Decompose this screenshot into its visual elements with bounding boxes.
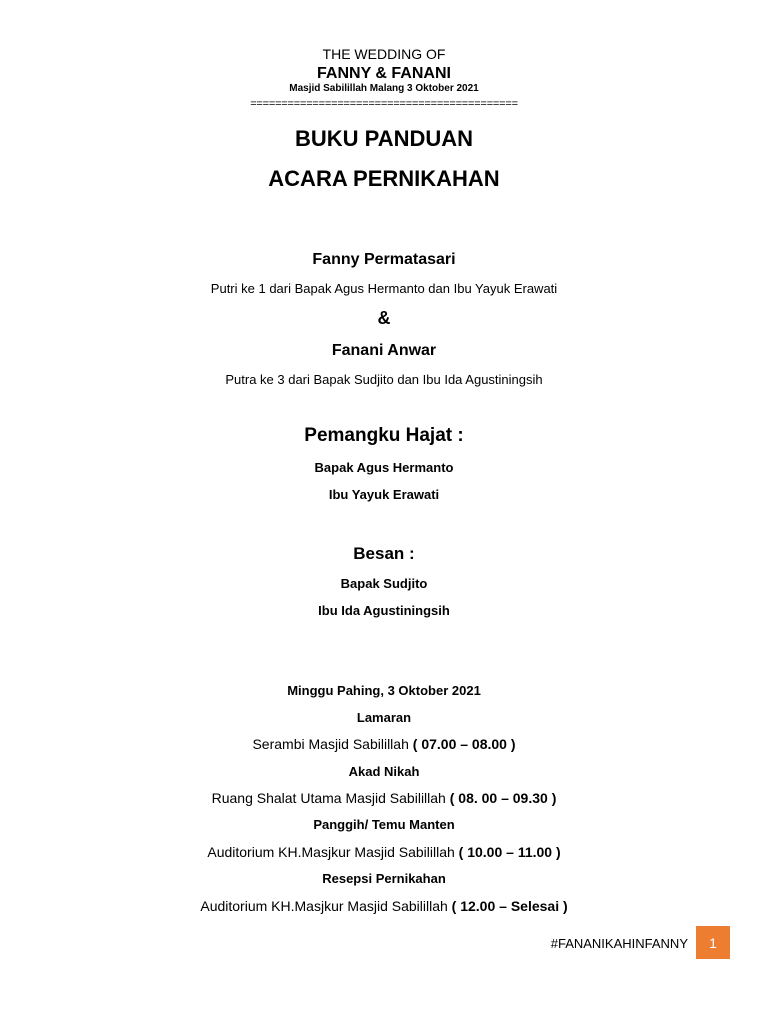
host-name-2: Ibu Yayuk Erawati	[328, 487, 440, 502]
event-time: ( 08. 00 – 09.30 )	[449, 790, 557, 806]
event-name-akad: Akad Nikah	[348, 764, 420, 779]
groom-parents: Putra ke 3 dari Bapak Sudjito dan Ibu Ida Agustiningsih	[225, 372, 543, 387]
header-divider: ===========================================	[250, 98, 518, 110]
event-place: Serambi Masjid Sabilillah	[252, 736, 413, 752]
footer-hashtag: #FANANIKAHINFANNY	[550, 936, 688, 951]
header-wedding-of: THE WEDDING OF	[322, 46, 446, 62]
title-line2: ACARA PERNIKAHAN	[268, 166, 500, 191]
event-time: ( 12.00 – Selesai )	[451, 898, 568, 914]
event-time: ( 10.00 – 11.00 )	[458, 844, 561, 860]
bride-parents: Putri ke 1 dari Bapak Agus Hermanto dan Ibu Yayuk Erawati	[210, 281, 558, 296]
host-heading: Pemangku Hajat :	[304, 425, 464, 446]
page-number-badge: 1	[696, 926, 730, 959]
title-line1: BUKU PANDUAN	[294, 126, 474, 151]
schedule-date: Minggu Pahing, 3 Oktober 2021	[287, 683, 481, 698]
event-detail-akad	[0, 791, 768, 805]
bride-name: Fanny Permatasari	[312, 251, 456, 268]
besan-heading: Besan :	[353, 544, 415, 563]
event-place: Auditorium KH.Masjkur Masjid Sabilillah	[207, 844, 459, 860]
event-name-panggih: Panggih/ Temu Manten	[313, 817, 455, 832]
event-detail-lamaran	[0, 737, 768, 751]
event-place: Ruang Shalat Utama Masjid Sabilillah	[211, 790, 450, 806]
event-detail-panggih	[0, 845, 768, 859]
ampersand: &	[377, 308, 391, 328]
groom-name: Fanani Anwar	[331, 342, 437, 359]
event-time: ( 07.00 – 08.00 )	[412, 736, 516, 752]
besan-name-2: Ibu Ida Agustiningsih	[318, 603, 450, 618]
event-detail-resepsi	[0, 899, 768, 913]
host-name-1: Bapak Agus Hermanto	[314, 460, 454, 475]
header-couple: FANNY & FANANI	[317, 65, 451, 82]
event-place: Auditorium KH.Masjkur Masjid Sabilillah	[200, 898, 452, 914]
event-name-resepsi: Resepsi Pernikahan	[322, 871, 446, 886]
event-name-lamaran: Lamaran	[356, 710, 412, 725]
besan-name-1: Bapak Sudjito	[340, 576, 428, 591]
header-venue-date: Masjid Sabilillah Malang 3 Oktober 2021	[289, 83, 479, 94]
